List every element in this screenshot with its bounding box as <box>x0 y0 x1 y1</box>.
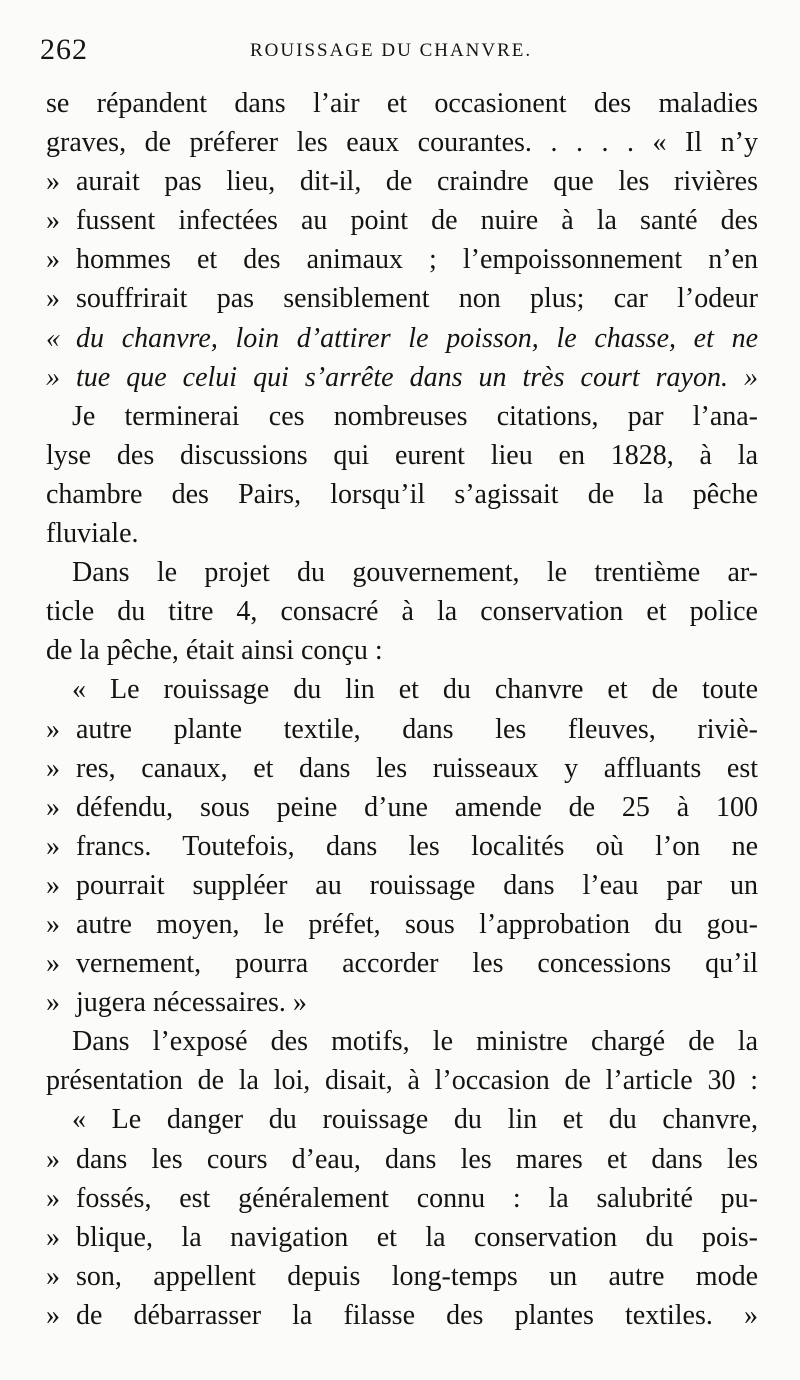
text-line: ticle du titre 4, consacré à la conservation et police <box>46 596 758 628</box>
text-line: » hommes et des animaux ; l’empoissonnement n’en <box>46 240 758 279</box>
body-text <box>46 84 758 1335</box>
paragraph-start-line: Dans le projet du gouvernement, le trentième ar- <box>72 557 758 589</box>
running-head: ROUISSAGE DU CHANVRE. <box>250 40 533 61</box>
quote-start-line: « Le danger du rouissage du lin et du chanvre, <box>72 1104 758 1136</box>
quote-mark: » <box>46 948 60 980</box>
text-line: » souffrirait pas sensiblement non plus; car l’odeur <box>46 279 758 318</box>
quote-mark: » <box>46 1260 60 1292</box>
page-number: 262 <box>40 33 88 66</box>
text-line: » blique, la navigation et la conservation du pois- <box>46 1218 758 1257</box>
text-line: » aurait pas lieu, dit-il, de craindre que les rivières <box>46 162 758 201</box>
quote-mark: » <box>46 752 60 784</box>
quote-start-line: « Le rouissage du lin et du chanvre et de toute <box>72 674 758 706</box>
text-line: » vernement, pourra accorder les concessions qu’il <box>46 944 758 983</box>
text-line: lyse des discussions qui eurent lieu en 1828, à la <box>46 439 758 471</box>
quote-mark: » <box>46 713 60 745</box>
text-line-italic: « du chanvre, loin d’attirer le poisson, le chasse, et ne <box>46 319 758 358</box>
quote-mark: » <box>46 987 60 1019</box>
text-line: » pourrait suppléer au rouissage dans l’eau par un <box>46 866 758 905</box>
quote-mark: » <box>46 908 60 940</box>
quote-mark: » <box>46 791 60 823</box>
paragraph-end-line: fluviale. <box>46 518 139 550</box>
text-line: » fossés, est généralement connu : la salubrité pu- <box>46 1179 758 1218</box>
text-line: graves, de préferer les eaux courantes. . . . . « Il n’y <box>46 127 758 159</box>
text-line: » dans les cours d’eau, dans les mares et dans les <box>46 1140 758 1179</box>
text-line: » défendu, sous peine d’une amende de 25 à 100 <box>46 788 758 827</box>
quote-mark: » <box>46 869 60 901</box>
paragraph-end-line: » jugera nécessaires. » <box>46 983 758 1022</box>
quote-mark: » <box>46 283 60 315</box>
text-line: » son, appellent depuis long-temps un autre mode <box>46 1257 758 1296</box>
text-line: présentation de la loi, disait, à l’occasion de l’article 30 : <box>46 1065 758 1097</box>
text-line: » fussent infectées au point de nuire à la santé des <box>46 201 758 240</box>
text-line-italic: » tue que celui qui s’arrête dans un très court rayon. » <box>46 358 758 397</box>
quote-mark: » <box>46 1221 60 1253</box>
quote-mark: » <box>46 166 60 198</box>
quote-mark: » <box>46 244 60 276</box>
quote-mark: » <box>46 830 60 862</box>
text-line: » res, canaux, et dans les ruisseaux y affluants est <box>46 749 758 788</box>
quote-mark: » <box>46 1182 60 1214</box>
text-line: chambre des Pairs, lorsqu’il s’agissait de la pêche <box>46 478 758 510</box>
text-line: » autre plante textile, dans les fleuves, riviè- <box>46 710 758 749</box>
text-line: se répandent dans l’air et occasionent des maladies <box>46 88 758 119</box>
text-line: » autre moyen, le préfet, sous l’approbation du gou- <box>46 905 758 944</box>
quote-mark: » <box>46 1143 60 1175</box>
paragraph-start-line: Dans l’exposé des motifs, le ministre chargé de la <box>72 1026 758 1058</box>
quote-mark: » <box>46 361 60 393</box>
text-line: » de débarrasser la filasse des plantes textiles. » <box>46 1296 758 1335</box>
quote-mark: » <box>46 205 60 237</box>
text-line: » francs. Toutefois, dans les localités où l’on ne <box>46 827 758 866</box>
page-header <box>40 30 760 70</box>
quote-mark: » <box>46 1299 60 1331</box>
paragraph-end-line: de la pêche, était ainsi conçu : <box>46 635 383 667</box>
quote-mark: « <box>46 322 60 354</box>
paragraph-start-line: Je terminerai ces nombreuses citations, par l’ana- <box>72 400 758 432</box>
